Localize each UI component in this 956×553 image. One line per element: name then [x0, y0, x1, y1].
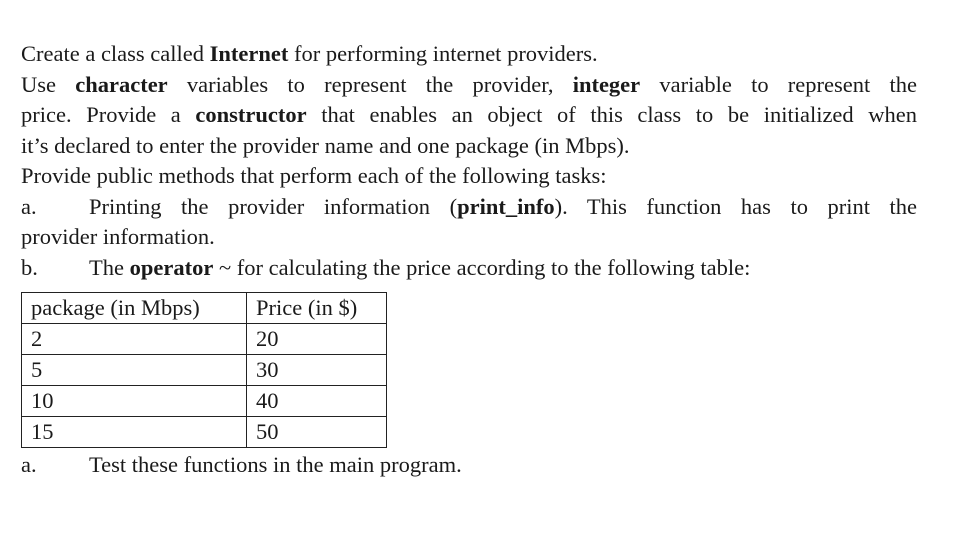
text: for calculating the price according to the following table: [236, 254, 751, 280]
text: Use [21, 71, 76, 97]
table-row [22, 324, 387, 355]
bold-term: constructor [195, 102, 307, 127]
text: Test these functions in the main program. [89, 452, 462, 477]
intro-line-4: it’s declared to enter the provider name and one package (in Mbps). [21, 132, 630, 158]
table-row [22, 417, 387, 448]
cell-price: 40 [247, 386, 387, 417]
cell-package: 2 [22, 324, 247, 355]
cell-price: 20 [247, 324, 387, 355]
cell-package: 15 [22, 417, 247, 448]
text: The [89, 254, 130, 280]
item-marker: b. [21, 254, 38, 280]
document-body [21, 39, 941, 481]
item-b [21, 253, 941, 284]
cell-package: 10 [22, 386, 247, 417]
item-a [21, 192, 917, 223]
header-package: package (in Mbps) [22, 293, 247, 324]
text: variables to represent the provider, [167, 71, 573, 97]
table-row [22, 386, 387, 417]
function-name: print_info [457, 193, 555, 219]
text: for performing internet providers. [288, 41, 598, 66]
intro-line-2 [21, 70, 917, 101]
price-table [21, 292, 387, 448]
cell-package: 5 [22, 355, 247, 386]
item-a-continuation: provider information. [21, 224, 215, 249]
cell-price: 30 [247, 355, 387, 386]
cell-price: 50 [247, 417, 387, 448]
item-test [21, 450, 941, 481]
intro-line-5: Provide public methods that perform each of the following tasks: [21, 163, 607, 188]
intro-line-3 [21, 100, 917, 131]
table-row [22, 355, 387, 386]
item-marker: a. [21, 193, 37, 219]
operator-label: operator [129, 254, 214, 280]
text: ). This function has to print the [554, 193, 917, 219]
header-price: Price (in $) [247, 293, 387, 324]
text: price. Provide a [21, 102, 196, 127]
intro-line-1 [21, 39, 917, 70]
text: that enables an object of this class to be initialized when [306, 102, 917, 127]
class-name: Internet [209, 41, 289, 66]
table-header-row [22, 293, 387, 324]
text: variable to represent the [640, 71, 917, 97]
text: Create a class called [21, 41, 210, 66]
bold-term: character [75, 71, 168, 97]
item-marker: a. [21, 452, 37, 477]
tilde-symbol: ~ [213, 254, 237, 280]
bold-term: integer [572, 71, 641, 97]
text: Printing the provider information ( [89, 193, 458, 219]
